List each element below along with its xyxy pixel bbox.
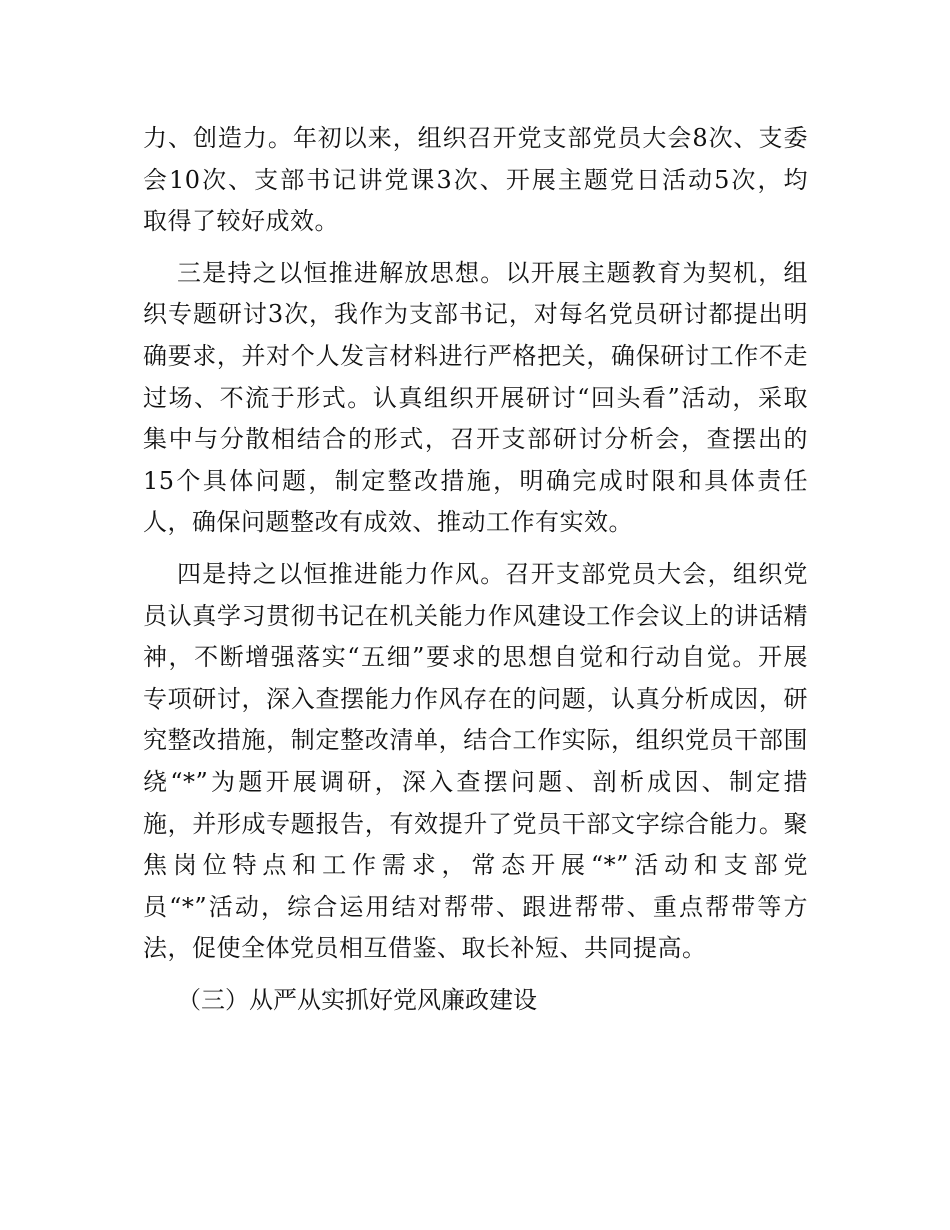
text-line: 会10次、支部书记讲党课3次、开展主题党日活动5次，均 (143, 165, 808, 194)
paragraph-2 (143, 253, 808, 544)
text-line: 人，确保问题整改有成效、推动工作有实效。 (143, 508, 633, 537)
text-line: 究整改措施，制定整改清单，结合工作实际，组织党员干部围 (143, 726, 808, 755)
text-line: 神，不断增强落实“五细”要求的思想自觉和行动自觉。开展 (143, 643, 808, 672)
text-line: 绕“*”为题开展调研，深入查摆问题、剖析成因、制定措 (143, 767, 808, 796)
paragraph-3 (143, 554, 808, 970)
text-line: 过场、不流于形式。认真组织开展研讨“回头看”活动，采取 (143, 383, 808, 412)
text-line: 焦岗位特点和工作需求，常态开展“*”活动和支部党 (143, 851, 808, 880)
paragraph-gap (143, 544, 808, 554)
text-line: 力、创造力。年初以来，组织召开党支部党员大会8次、支委 (143, 124, 808, 152)
text-line: 四是持之以恒推进能力作风。召开支部党员大会，组织党 (177, 559, 808, 588)
text-line: 施，并形成专题报告，有效提升了党员干部文字综合能力。聚 (143, 809, 808, 838)
text-line: 法，促使全体党员相互借鉴、取长补短、共同提高。 (143, 934, 707, 963)
document-body (143, 118, 808, 1021)
text-line: 员“*”活动，综合运用结对帮带、跟进帮带、重点帮带等方 (143, 892, 808, 921)
text-line: 专项研讨，深入查摆能力作风存在的问题，认真分析成因，研 (143, 684, 808, 713)
text-line: 三是持之以恒推进解放思想。以开展主题教育为契机，组 (177, 258, 808, 287)
paragraph-gap (143, 970, 808, 980)
text-line: 15个具体问题，制定整改措施，明确完成时限和具体责任 (143, 466, 808, 495)
text-line: 集中与分散相结合的形式，召开支部研讨分析会，查摆出的 (143, 425, 808, 454)
paragraph-gap (143, 243, 808, 253)
text-line: 织专题研讨3次，我作为支部书记，对每名党员研讨都提出明 (143, 300, 808, 329)
text-line: 员认真学习贯彻书记在机关能力作风建设工作会议上的讲话精 (143, 601, 808, 630)
text-line: 确要求，并对个人发言材料进行严格把关，确保研讨工作不走 (143, 341, 808, 370)
text-line: 取得了较好成效。 (143, 207, 339, 236)
section-heading: （三）从严从实抓好党风廉政建设 (177, 985, 537, 1014)
paragraph-1 (143, 118, 808, 243)
